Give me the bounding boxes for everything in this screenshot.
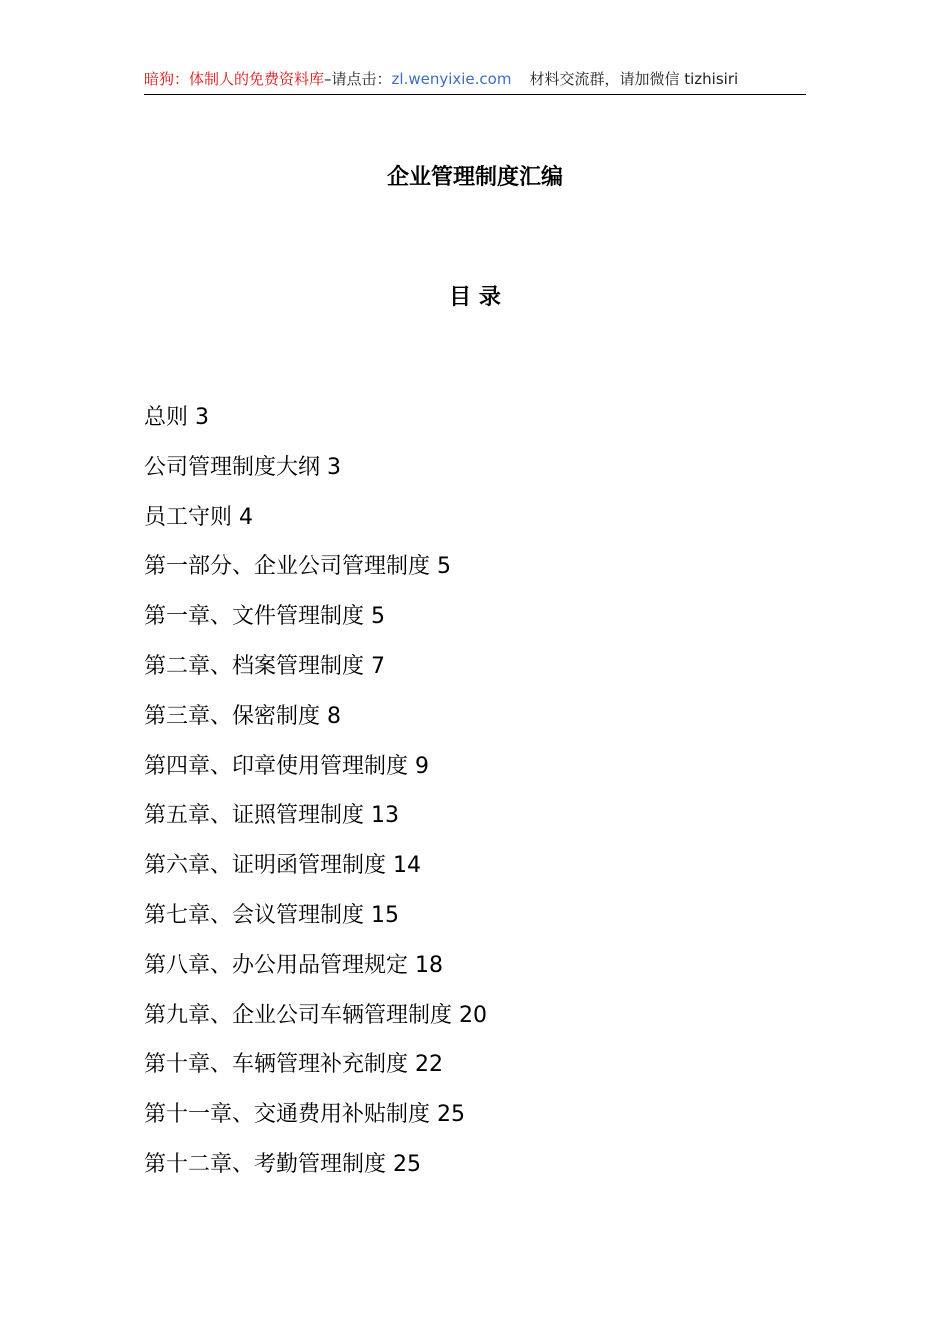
toc-item-page: 20 xyxy=(452,1002,488,1028)
toc-item-page: 7 xyxy=(364,653,386,679)
toc-item[interactable] xyxy=(144,948,824,998)
toc-item[interactable] xyxy=(144,1047,824,1097)
header-click-prompt: –请点击： xyxy=(324,70,392,88)
toc-item-label: 员工守则 xyxy=(144,504,233,530)
toc-item-page: 3 xyxy=(188,405,210,430)
toc-item-page: 9 xyxy=(408,753,430,779)
toc-item-page: 3 xyxy=(320,454,342,480)
toc-item-page: 25 xyxy=(386,1151,422,1177)
toc-item-page: 25 xyxy=(430,1102,466,1128)
toc-item[interactable] xyxy=(144,848,824,898)
toc-item-label: 第四章、印章使用管理制度 xyxy=(144,753,409,779)
toc-item-page: 18 xyxy=(408,952,444,978)
toc-item-label: 公司管理制度大纲 xyxy=(144,454,321,480)
header-brand-text: 暗狗：体制人的免费资料库 xyxy=(144,70,325,88)
toc-item-label: 第九章、企业公司车辆管理制度 xyxy=(144,1002,453,1028)
toc-item[interactable] xyxy=(144,798,824,848)
toc-item-label: 第十章、车辆管理补充制度 xyxy=(144,1052,409,1078)
toc-item-label: 第八章、办公用品管理规定 xyxy=(144,952,409,978)
toc-item[interactable] xyxy=(144,699,824,749)
toc-item-page: 4 xyxy=(232,504,254,530)
header-url-link[interactable]: zl.wenyixie.com xyxy=(391,70,512,88)
toc-item[interactable] xyxy=(144,649,824,699)
table-of-contents xyxy=(144,400,824,1197)
toc-item-page: 5 xyxy=(430,554,452,580)
toc-item[interactable] xyxy=(144,599,824,649)
toc-item-label: 第六章、证明函管理制度 xyxy=(144,853,387,879)
toc-item-label: 第五章、证照管理制度 xyxy=(144,803,365,829)
toc-item[interactable] xyxy=(144,898,824,948)
toc-item-label: 第一章、文件管理制度 xyxy=(144,604,365,630)
toc-heading: 目 录 xyxy=(449,285,501,310)
toc-item-page: 13 xyxy=(364,803,400,829)
header-group-text: 材料交流群，请加微信 tizhisiri xyxy=(529,70,739,88)
toc-item-label: 第二章、档案管理制度 xyxy=(144,653,365,679)
toc-item-label: 第十二章、考勤管理制度 xyxy=(144,1151,387,1177)
toc-item-page: 14 xyxy=(386,853,422,879)
toc-item[interactable] xyxy=(144,1097,824,1147)
toc-item[interactable] xyxy=(144,1147,824,1197)
toc-item-label: 第三章、保密制度 xyxy=(144,703,321,729)
toc-item[interactable] xyxy=(144,749,824,799)
toc-item-label: 总则 xyxy=(144,405,189,430)
toc-item-page: 22 xyxy=(408,1052,444,1078)
toc-item-label: 第十一章、交通费用补贴制度 xyxy=(144,1102,431,1128)
toc-item[interactable] xyxy=(144,400,824,450)
toc-item-page: 5 xyxy=(364,604,386,630)
toc-item[interactable] xyxy=(144,549,824,599)
document-title: 企业管理制度汇编 xyxy=(386,165,563,190)
toc-item-label: 第七章、会议管理制度 xyxy=(144,902,365,928)
toc-item[interactable] xyxy=(144,450,824,500)
toc-item[interactable] xyxy=(144,998,824,1048)
toc-item[interactable] xyxy=(144,500,824,550)
toc-item-page: 15 xyxy=(364,902,400,928)
toc-item-page: 8 xyxy=(320,703,342,729)
toc-item-label: 第一部分、企业公司管理制度 xyxy=(144,554,431,580)
page-header xyxy=(144,68,806,95)
